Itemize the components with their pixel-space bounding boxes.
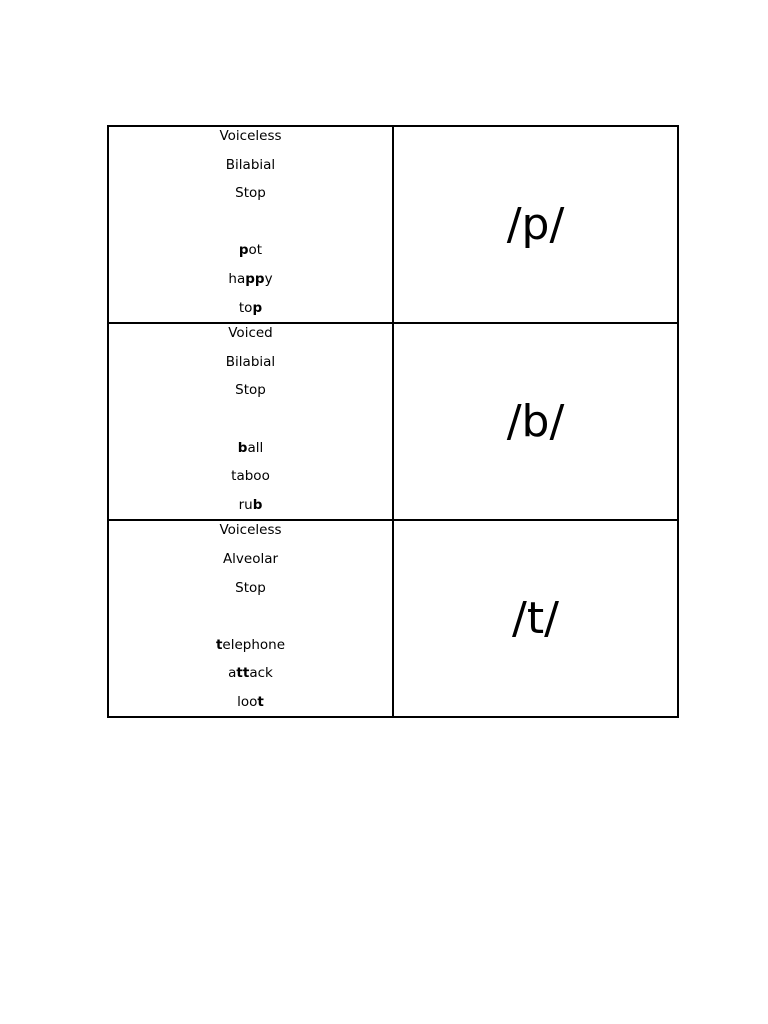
example-word: happy (228, 270, 273, 287)
place-label: Bilabial (225, 156, 276, 173)
example-word: top (238, 299, 263, 316)
place-label: Bilabial (225, 353, 276, 370)
phoneme-symbol: /p/ (506, 199, 565, 251)
phoneme-symbol: /b/ (506, 396, 565, 448)
place-label: Alveolar (222, 550, 279, 567)
phoneme-symbol: /t/ (512, 593, 559, 645)
phoneme-flashcard-table (107, 125, 679, 718)
voicing-label: Voiceless (219, 128, 282, 144)
card-row-b (108, 323, 678, 520)
symbol-cell (393, 126, 678, 323)
example-word: pot (238, 242, 263, 259)
symbol-cell (393, 323, 678, 520)
manner-label: Stop (235, 382, 266, 399)
example-word: telephone (215, 636, 286, 653)
manner-label: Stop (235, 579, 266, 596)
voicing-label: Voiceless (219, 522, 282, 539)
voicing-label: Voiced (228, 325, 273, 342)
description-cell (108, 520, 393, 717)
example-word: rub (238, 496, 263, 513)
example-word: loot (237, 693, 264, 710)
card-row-p (108, 126, 678, 323)
description-cell (108, 126, 393, 323)
example-word: ball (237, 439, 264, 456)
card-row-t (108, 520, 678, 717)
description-cell (108, 323, 393, 520)
manner-label: Stop (235, 185, 266, 202)
symbol-cell (393, 520, 678, 717)
example-word: taboo (231, 468, 270, 485)
example-word: attack (228, 665, 273, 682)
